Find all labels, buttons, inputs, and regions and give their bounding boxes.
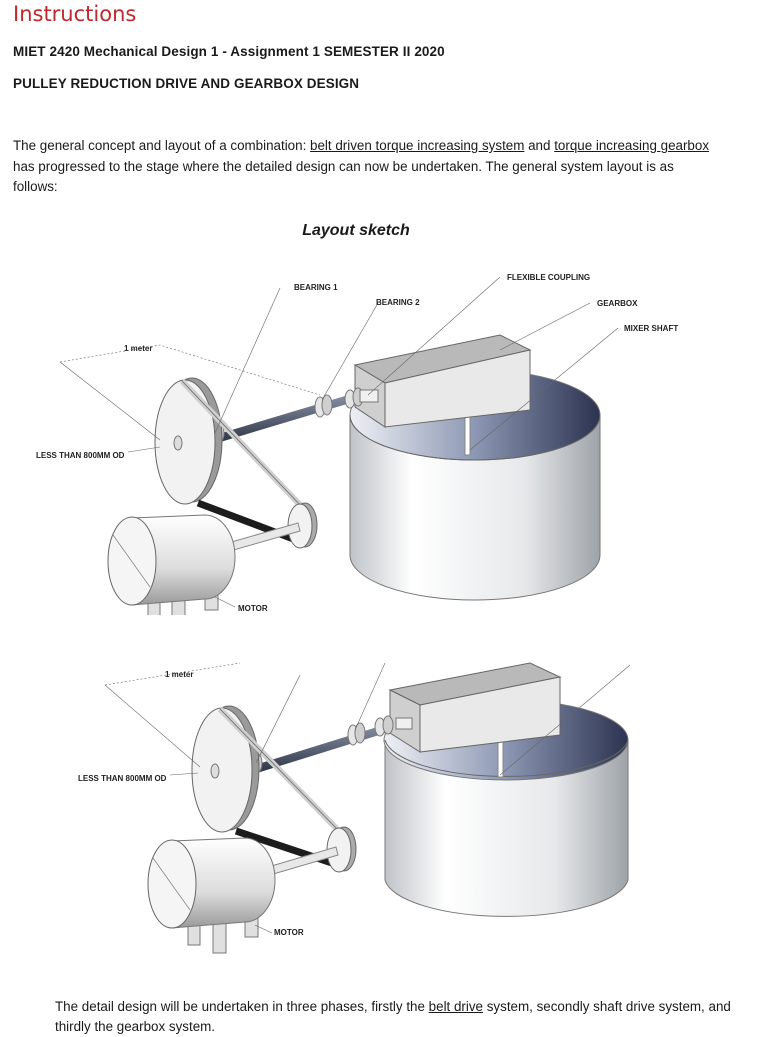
phases-text-1: The detail design will be undertaken in three phases, firstly the bbox=[55, 999, 429, 1014]
label-gearbox: GEARBOX bbox=[597, 299, 638, 308]
gearbox bbox=[355, 335, 530, 427]
label-bearing-1: BEARING 1 bbox=[294, 283, 338, 292]
label-distance: 1 meter bbox=[165, 670, 194, 679]
phases-text-2: system, secondly shaft drive system, and thirdly the gearbox system. bbox=[55, 999, 731, 1034]
sketch-title: Layout sketch bbox=[302, 222, 410, 239]
intro-text-3: has progressed to the stage where the detailed design can now be undertaken. The general system layout is as follows: bbox=[13, 158, 674, 194]
label-od: LESS THAN 800MM OD bbox=[78, 774, 167, 783]
motor bbox=[108, 515, 235, 615]
label-od: LESS THAN 800MM OD bbox=[36, 451, 125, 460]
label-mixer-shaft: MIXER SHAFT bbox=[624, 324, 679, 333]
layout-sketch-bottom bbox=[0, 655, 768, 955]
large-pulley bbox=[192, 706, 259, 832]
motor bbox=[148, 838, 275, 953]
label-bearing-2: BEARING 2 bbox=[376, 298, 420, 307]
flexible-coupling bbox=[396, 718, 412, 729]
page-heading: Instructions bbox=[13, 2, 137, 26]
label-flexible-coupling: FLEXIBLE COUPLING bbox=[507, 273, 591, 282]
link-belt-driven[interactable]: belt driven torque increasing system bbox=[310, 138, 525, 153]
label-distance: 1 meter bbox=[124, 344, 153, 353]
label-motor: MOTOR bbox=[238, 604, 268, 613]
layout-sketch-top bbox=[0, 255, 768, 615]
link-belt-drive[interactable]: belt drive bbox=[428, 999, 484, 1014]
large-pulley bbox=[155, 378, 222, 504]
phases-paragraph bbox=[55, 997, 735, 1037]
label-motor: MOTOR bbox=[274, 928, 304, 937]
flexible-coupling bbox=[360, 390, 378, 402]
intro-text-1: The general concept and layout of a combination: bbox=[13, 138, 311, 153]
course-line: MIET 2420 Mechanical Design 1 - Assignment 1 SEMESTER II 2020 bbox=[13, 44, 445, 59]
intro-text-2: and bbox=[524, 138, 555, 153]
link-torque-gearbox[interactable]: torque increasing gearbox bbox=[554, 138, 710, 153]
assignment-title: PULLEY REDUCTION DRIVE AND GEARBOX DESIGN bbox=[13, 76, 360, 91]
intro-paragraph bbox=[13, 136, 713, 198]
